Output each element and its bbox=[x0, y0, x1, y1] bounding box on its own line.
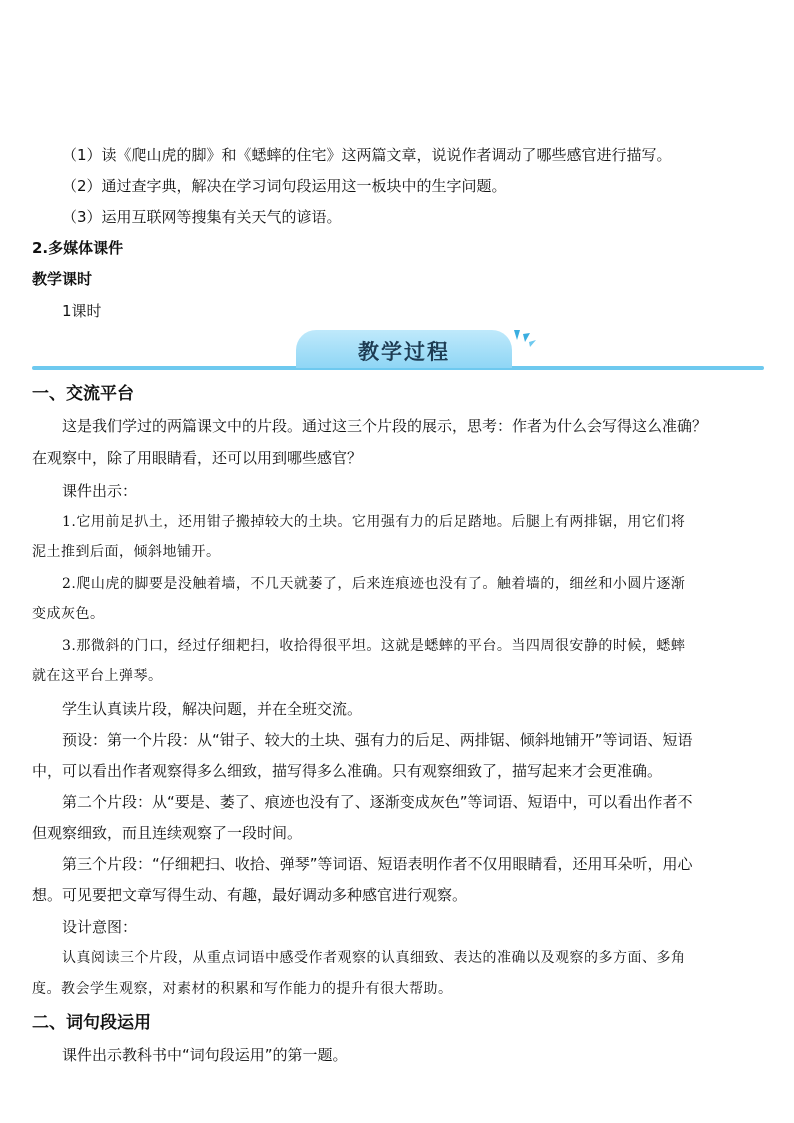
intro-line-1: 这是我们学过的两篇课文中的片段。通过这三个片段的展示，思考：作者为什么会写得这么准确？ bbox=[62, 417, 708, 435]
prep-item-3: （3）运用互联网等搜集有关天气的谚语。 bbox=[62, 208, 342, 226]
preset-2-line-1: 第二个片段：从“要是、萎了、痕迹也没有了、逐渐变成灰色”等词语、短语中，可以看出作者不 bbox=[62, 793, 693, 811]
quote-2-line-1: 2.爬山虎的脚要是没触着墙，不几天就萎了，后来连痕迹也没有了。触着墙的，细丝和小圆片逐渐 bbox=[62, 576, 686, 592]
section-2-line-1: 课件出示教科书中“词句段运用”的第一题。 bbox=[62, 1046, 348, 1064]
teaching-time-value: 1课时 bbox=[62, 302, 102, 320]
design-intent-label: 设计意图： bbox=[62, 918, 138, 936]
quote-3-line-1: 3.那微斜的门口，经过仔细耙扫，收拾得很平坦。这就是蟋蟀的平台。当四周很安静的时候，蟋蟀 bbox=[62, 638, 686, 654]
banner-title: 教学过程 bbox=[358, 340, 450, 364]
quote-2-line-2: 变成灰色。 bbox=[32, 606, 105, 622]
courseware-label: 课件出示： bbox=[62, 482, 138, 500]
teaching-time-heading: 教学课时 bbox=[32, 270, 93, 288]
section-1-title: 一、交流平台 bbox=[32, 384, 134, 404]
prep-multimedia: 2.多媒体课件 bbox=[32, 239, 124, 257]
preset-3-line-2: 想。可见要把文章写得生动、有趣，最好调动多种感官进行观察。 bbox=[32, 886, 468, 904]
preset-3-line-1: 第三个片段：“仔细耙扫、收拾、弹琴”等词语、短语表明作者不仅用眼睛看，还用耳朵听，用心 bbox=[62, 855, 693, 873]
student-reading: 学生认真读片段，解决问题，并在全班交流。 bbox=[62, 700, 363, 718]
quote-1-line-1: 1.它用前足扒土，还用钳子搬掉较大的土块。它用强有力的后足踏地。后腿上有两排锯，用它们将 bbox=[62, 514, 686, 530]
preset-2-line-2: 但观察细致，而且连续观察了一段时间。 bbox=[32, 824, 303, 842]
prep-item-2: （2）通过查字典，解决在学习词句段运用这一板块中的生字问题。 bbox=[62, 177, 507, 195]
section-2-title: 二、词句段运用 bbox=[32, 1013, 151, 1033]
design-intent-line-1: 认真阅读三个片段，从重点词语中感受作者观察的认真细致、表达的准确以及观察的多方面、多角 bbox=[62, 950, 686, 966]
splash-icon bbox=[510, 328, 540, 350]
quote-3-line-2: 就在这平台上弹琴。 bbox=[32, 668, 163, 684]
intro-line-2: 在观察中，除了用眼睛看，还可以用到哪些感官？ bbox=[32, 449, 363, 467]
preset-1-line-1: 预设：第一个片段：从“钳子、较大的土块、强有力的后足、两排锯、倾斜地铺开”等词语、短语 bbox=[62, 731, 693, 749]
section-banner bbox=[32, 328, 764, 372]
preset-1-line-2: 中，可以看出作者观察得多么细致，描写得多么准确。只有观察细致了，描写起来才会更准确。 bbox=[32, 762, 663, 780]
design-intent-line-2: 度。教会学生观察，对素材的积累和写作能力的提升有很大帮助。 bbox=[32, 981, 453, 997]
banner-tab bbox=[296, 330, 512, 368]
quote-1-line-2: 泥土推到后面，倾斜地铺开。 bbox=[32, 544, 221, 560]
prep-item-1: （1）读《爬山虎的脚》和《蟋蟀的住宅》这两篇文章，说说作者调动了哪些感官进行描写。 bbox=[62, 146, 672, 164]
